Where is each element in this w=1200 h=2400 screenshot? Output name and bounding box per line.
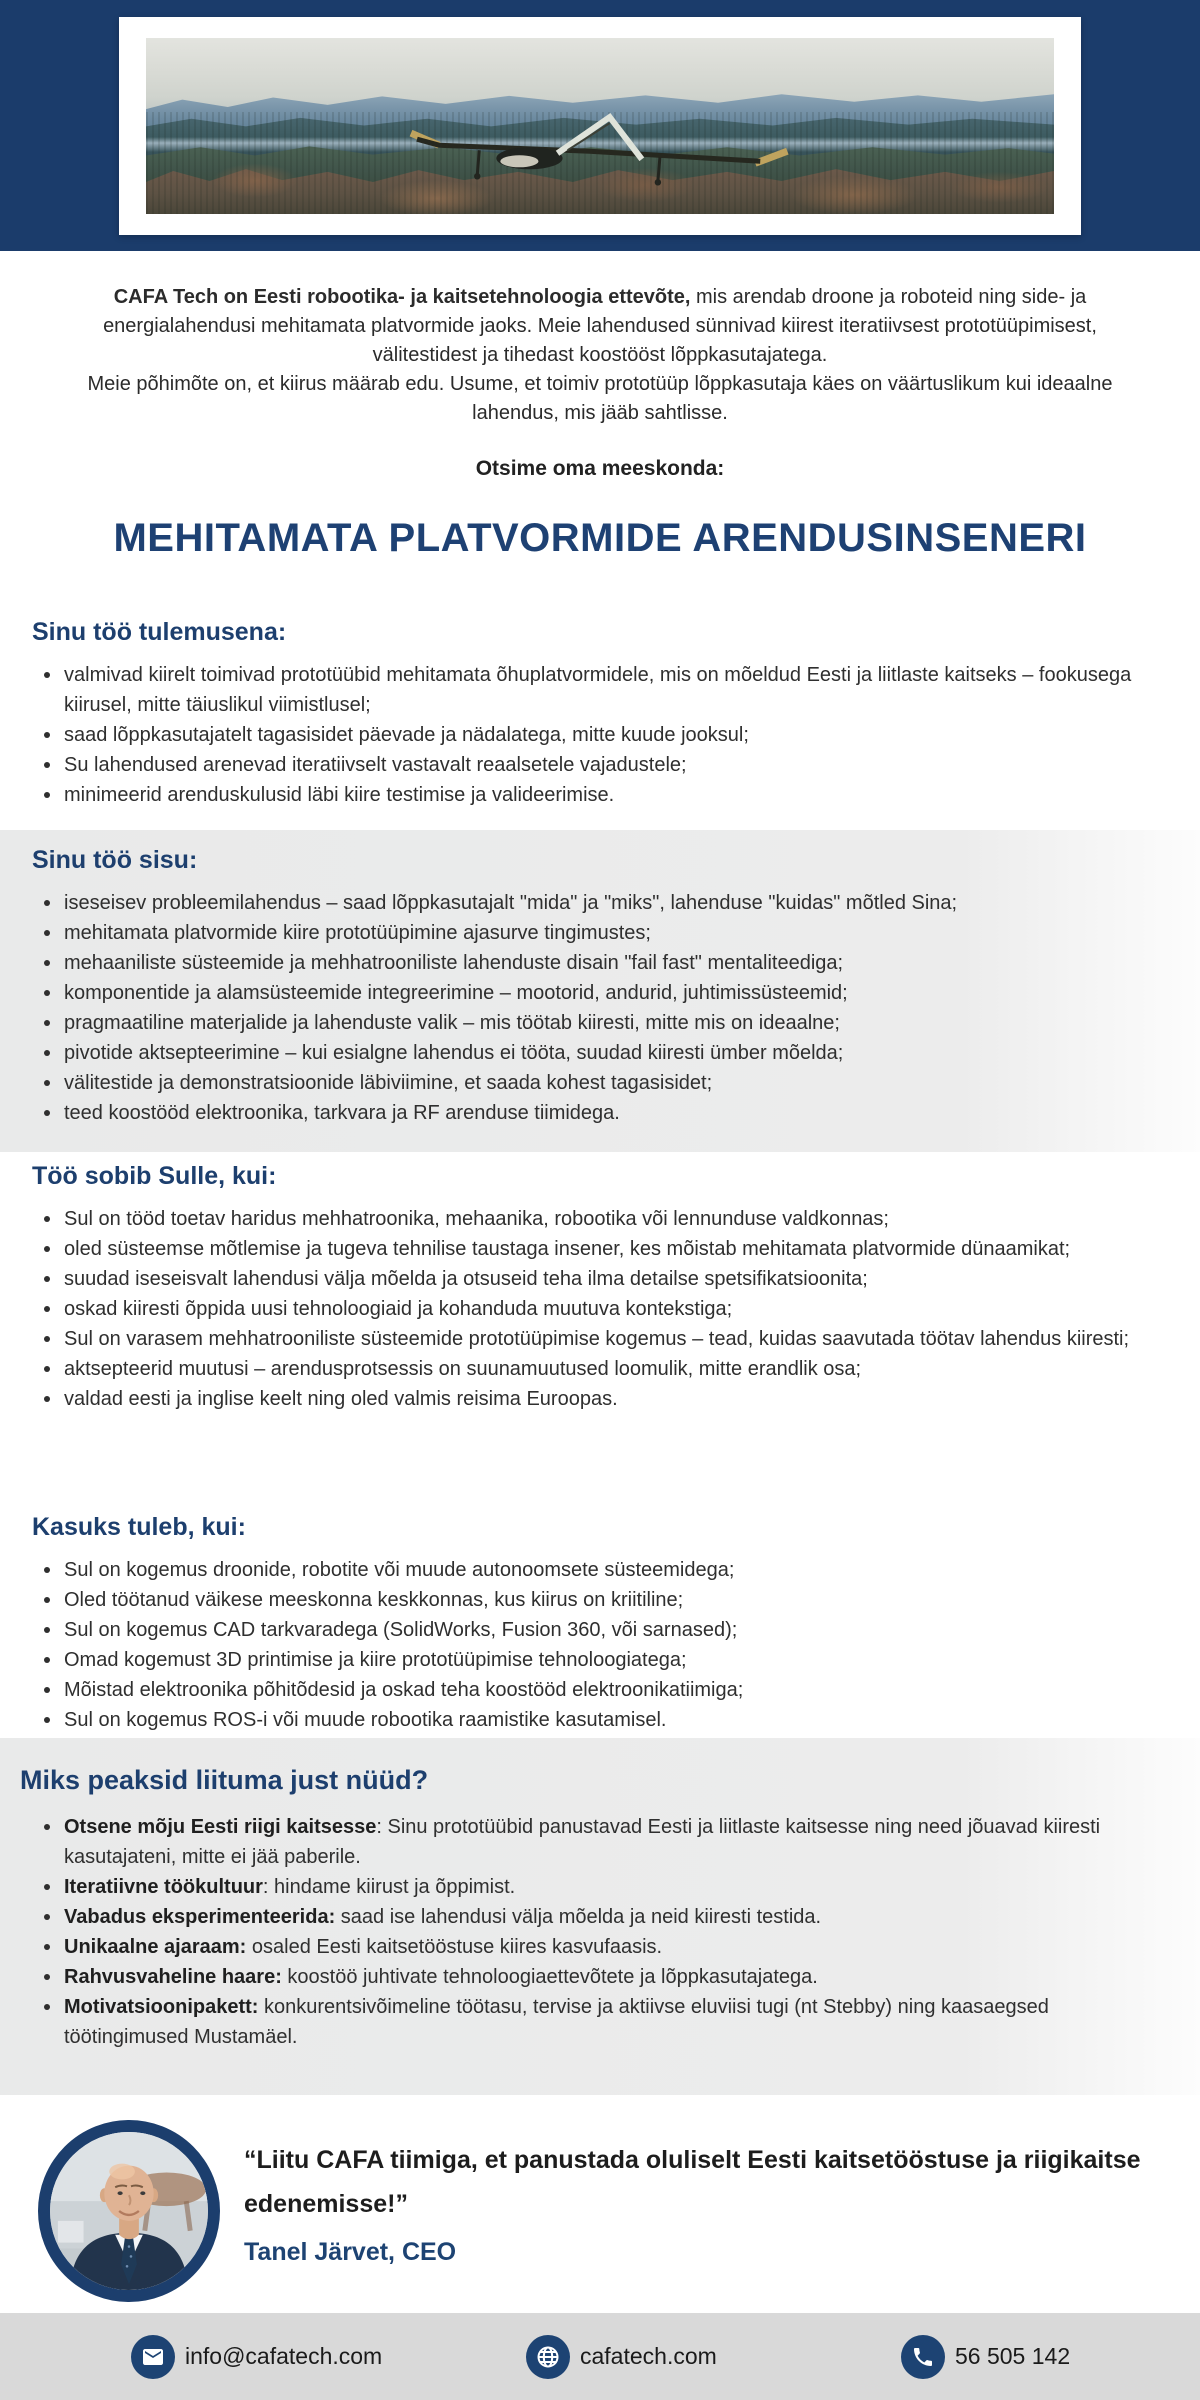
bullet-list: [0, 1555, 1200, 1735]
section-work-results: [0, 610, 1200, 830]
section-heading: Töö sobib Sulle, kui:: [32, 1162, 277, 1190]
phone-text[interactable]: 56 505 142: [955, 2343, 1071, 2369]
bullet-item: Sul on kogemus ROS-i või muude robootika raamistike kasutamisel.: [40, 1705, 1144, 1735]
quote-author: Tanel Järvet, CEO: [244, 2238, 457, 2266]
intro-lead-rest: mis arendab droone ja roboteid ning side- ja energialahendusi mehitamata platvormide jaoks. Meie lahendused sünnivad kiirest iteratiivsest prototüüpimisest, välitestidest ja tihedast koostööst lõppkasutajatega.: [103, 286, 1097, 366]
bullet-item: minimeerid arenduskulusid läbi kiire testimise ja valideerimise.: [40, 780, 1144, 810]
ceo-avatar: [38, 2120, 220, 2302]
contact-email: [131, 2313, 382, 2400]
intro-second-paragraph: Meie põhimõte on, et kiirus määrab edu. Usume, et toimiv prototüüp lõppkasutaja käes on väärtuslikum kui ideaalne lahendus, mis jääb sahtlisse.: [87, 373, 1113, 424]
bullet-item: Vabadus eksperimenteerida: saad ise lahendusi välja mõelda ja neid kiiresti testida.: [40, 1902, 1144, 1932]
bullet-item: Sul on kogemus droonide, robotite või muude autonoomsete süsteemidega;: [40, 1555, 1144, 1585]
bullet-bold-lead: Iteratiivne töökultuur: [64, 1876, 263, 1898]
bullet-item: pragmaatiline materjalide ja lahenduste valik – mis töötab kiiresti, mitte mis on ideaalne;: [40, 1008, 1144, 1038]
bullet-bold-lead: Rahvusvaheline haare:: [64, 1966, 282, 1988]
bullet-item: saad lõppkasutajatelt tagasisidet päevade ja nädalatega, mitte kuude jooksul;: [40, 720, 1144, 750]
intro-paragraph: [60, 283, 1140, 428]
bullet-bold-lead: Motivatsioonipakett:: [64, 1996, 259, 2018]
bullet-item: oled süsteemse mõtlemise ja tugeva tehnilise taustaga insener, kes mõistab mehitamata platvormide dünaamikat;: [40, 1234, 1144, 1264]
bullet-item: iseseisev probleemilahendus – saad lõppkasutajalt "mida" ja "miks", lahenduse "kuidas" mõtled Sina;: [40, 888, 1144, 918]
intro-bold-lead: CAFA Tech on Eesti robootika- ja kaitsetehnoloogia ettevõte,: [113, 286, 691, 308]
hero-photo-frame: [119, 17, 1081, 235]
section-heading: Sinu töö sisu:: [32, 846, 198, 874]
quote-body: [244, 2120, 1160, 2313]
contact-footer: [0, 2313, 1200, 2400]
bullet-bold-lead: Unikaalne ajaraam:: [64, 1936, 247, 1958]
bullet-item: Otsene mõju Eesti riigi kaitsesse: Sinu prototüübid panustavad Eesti ja liitlaste kaitsesse ning need jõuavad kiiresti kasutajateni, mitte ei jää paberile.: [40, 1812, 1144, 1872]
ceo-quote-section: [0, 2095, 1200, 2313]
bullet-item: mehaaniliste süsteemide ja mehhatrooniliste lahenduste disain "fail fast" mentaliteediga;: [40, 948, 1144, 978]
section-why-join: [0, 1738, 1200, 2095]
bullet-item: oskad kiiresti õppida uusi tehnoloogiaid ja kohanduda muutuva kontekstiga;: [40, 1294, 1144, 1324]
ceo-portrait-illustration: [50, 2132, 208, 2290]
quote-text: “Liitu CAFA tiimiga, et panustada oluliselt Eesti kaitsetööstuse ja riigikaitse edenemisse!”: [244, 2146, 1141, 2218]
bullet-item: Mõistad elektroonika põhitõdesid ja oskad teha koostööd elektroonikatiimiga;: [40, 1675, 1144, 1705]
bullet-list: [0, 660, 1200, 810]
drone-icon: [409, 112, 790, 189]
section-nice-to-have: [0, 1503, 1200, 1738]
bullet-item: valmivad kiirelt toimivad prototüübid mehitamata õhuplatvormidele, mis on mõeldud Eesti ja liitlaste kaitseks – fookusega kiirusel, mitte täiuslikul viimistlusel;: [40, 660, 1144, 720]
bullet-item: Rahvusvaheline haare: koostöö juhtivate tehnoloogiaettevõtete ja lõppkasutajatega.: [40, 1962, 1144, 1992]
bullet-bold-lead: Vabadus eksperimenteerida:: [64, 1906, 336, 1928]
website-text[interactable]: cafatech.com: [580, 2343, 717, 2369]
bullet-bold-lead: Otsene mõju Eesti riigi kaitsesse: [64, 1816, 377, 1838]
bullet-item: Su lahendused arenevad iteratiivselt vastavalt reaalsetele vajadustele;: [40, 750, 1144, 780]
envelope-icon: [131, 2335, 175, 2379]
intro-section: [0, 251, 1200, 610]
bullet-list: [0, 1812, 1200, 2052]
globe-icon: [526, 2335, 570, 2379]
bullet-list: [0, 1204, 1200, 1414]
bullet-item: Sul on varasem mehhatrooniliste süsteemide prototüüpimise kogemus – tead, kuidas saavutada töötav lahendus kiiresti;: [40, 1324, 1144, 1354]
bullet-item: komponentide ja alamsüsteemide integreerimine – mootorid, andurid, juhtimissüsteemid;: [40, 978, 1144, 1008]
bullet-item: Iteratiivne töökultuur: hindame kiirust ja õppimist.: [40, 1872, 1144, 1902]
bullet-item: teed koostööd elektroonika, tarkvara ja RF arenduse tiimidega.: [40, 1098, 1144, 1128]
phone-icon: [901, 2335, 945, 2379]
section-job-fit: [0, 1152, 1200, 1503]
section-heading: Sinu töö tulemusena:: [32, 618, 287, 646]
bullet-item: Motivatsioonipakett: konkurentsivõimeline töötasu, tervise ja aktiivse eluviisi tugi (nt Stebby) ning kaasaegsed töötingimused Mustamäel.: [40, 1992, 1144, 2052]
bullet-list: [0, 888, 1200, 1128]
section-heading: Kasuks tuleb, kui:: [32, 1513, 246, 1541]
bullet-item: Oled töötanud väikese meeskonna keskkonnas, kus kiirus on kriitiline;: [40, 1585, 1144, 1615]
bullet-item: Sul on tööd toetav haridus mehhatroonika, mehaanika, robootika või lennunduse valdkonnas;: [40, 1204, 1144, 1234]
bullet-item: pivotide aktsepteerimine – kui esialgne lahendus ei tööta, suudad kiiresti ümber mõelda;: [40, 1038, 1144, 1068]
bullet-item: Sul on kogemus CAD tarkvaradega (SolidWorks, Fusion 360, või sarnased);: [40, 1615, 1144, 1645]
section-work-content: [0, 830, 1200, 1152]
contact-website: [526, 2313, 717, 2400]
bullet-item: Omad kogemust 3D printimise ja kiire prototüüpimise tehnoloogiatega;: [40, 1645, 1144, 1675]
intro-kicker: Otsime oma meeskonda:: [475, 457, 725, 480]
job-title: MEHITAMATA PLATVORMIDE ARENDUSINSENERI: [113, 516, 1087, 560]
email-text[interactable]: info@cafatech.com: [185, 2343, 383, 2369]
contact-phone: [901, 2313, 1070, 2400]
bullet-item: Unikaalne ajaraam: osaled Eesti kaitsetööstuse kiires kasvufaasis.: [40, 1932, 1144, 1962]
bullet-item: välitestide ja demonstratsioonide läbiviimine, et saada kohest tagasisidet;: [40, 1068, 1144, 1098]
hero-photo: [146, 38, 1054, 214]
bullet-item: mehitamata platvormide kiire prototüüpimine ajasurve tingimustes;: [40, 918, 1144, 948]
bullet-item: suudad iseseisvalt lahendusi välja mõelda ja otsuseid teha ilma detailse spetsifikatsioonita;: [40, 1264, 1144, 1294]
bullet-item: valdad eesti ja inglise keelt ning oled valmis reisima Euroopas.: [40, 1384, 1144, 1414]
bullet-item: aktsepteerid muutusi – arendusprotsessis on suunamuutused loomulik, mitte erandlik osa;: [40, 1354, 1144, 1384]
hero-banner: [0, 0, 1200, 251]
section-heading: Miks peaksid liituma just nüüd?: [20, 1765, 429, 1795]
